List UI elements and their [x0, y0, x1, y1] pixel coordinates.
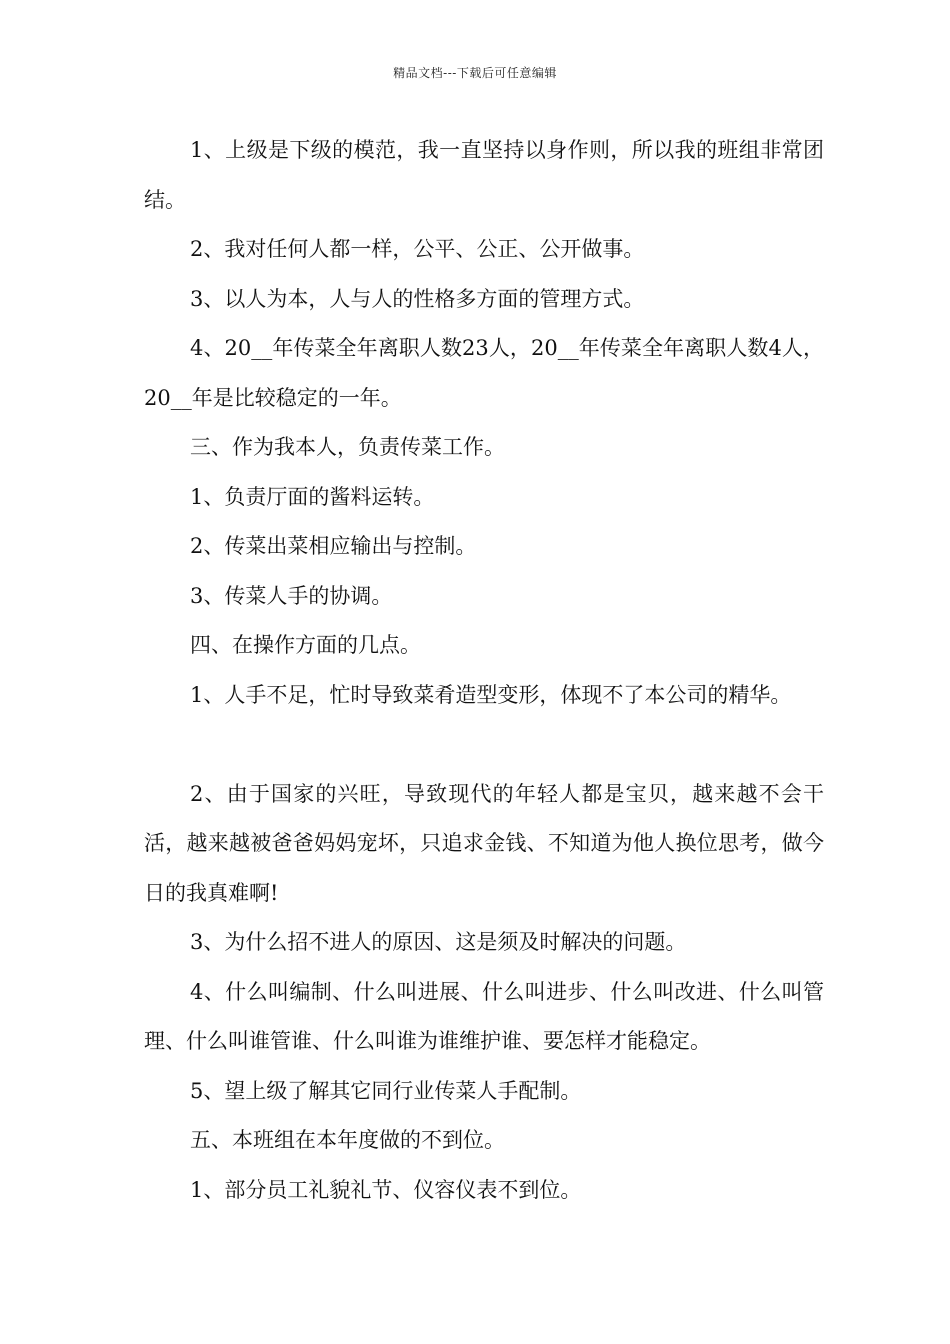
paragraph-gap: [144, 720, 824, 770]
paragraph-7: 2、传菜出菜相应输出与控制。: [190, 534, 477, 558]
section-heading-5: 五、本班组在本年度做的不到位。: [190, 1128, 505, 1152]
paragraph-3: 3、以人为本，人与人的性格多方面的管理方式。: [190, 286, 645, 311]
paragraph-4: 4、20__年传菜全年离职人数23人，20__年传菜全年离职人数4人，20__年是比较稳定的一年。: [144, 336, 824, 410]
page-header: 精品文档---下载后可任意编辑: [393, 66, 557, 80]
paragraph-14: 5、望上级了解其它同行业传菜人手配制。: [190, 1078, 582, 1103]
paragraph-12: 3、为什么招不进人的原因、这是须及时解决的问题。: [190, 930, 687, 954]
paragraph-2: 2、我对任何人都一样，公平、公正、公开做事。: [190, 237, 645, 261]
paragraph-6: 1、负责厅面的酱料运转。: [190, 484, 435, 509]
paragraph-8: 3、传菜人手的协调。: [190, 583, 393, 608]
document-body: [144, 126, 824, 1215]
section-heading-4: 四、在操作方面的几点。: [190, 633, 421, 657]
paragraph-10: 1、人手不足，忙时导致菜肴造型变形，体现不了本公司的精华。: [190, 682, 792, 707]
section-heading-3: 三、作为我本人，负责传菜工作。: [190, 435, 505, 459]
paragraph-11: 2、由于国家的兴旺，导致现代的年轻人都是宝贝，越来越不会干活，越来越被爸爸妈妈宠坏，只追求金钱、不知道为他人换位思考，做今日的我真难啊!: [144, 781, 824, 905]
paragraph-16: 1、部分员工礼貌礼节、仪容仪表不到位。: [190, 1177, 582, 1202]
paragraph-1: 1、上级是下级的模范，我一直坚持以身作则，所以我的班组非常团结。: [144, 138, 824, 212]
paragraph-13: 4、什么叫编制、什么叫进展、什么叫进步、什么叫改进、什么叫管理、什么叫谁管谁、什么叫谁为谁维护谁、要怎样才能稳定。: [144, 979, 824, 1053]
